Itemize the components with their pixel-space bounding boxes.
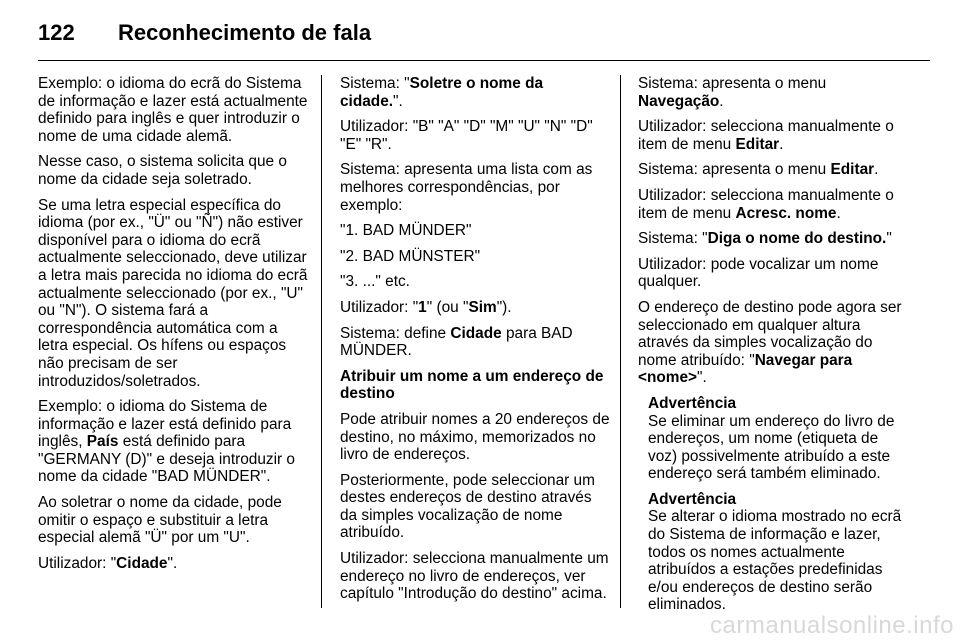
- column-2: [340, 75, 610, 611]
- note-text: Se eliminar um endereço do livro de endereços, um nome (etiqueta de voz) possivelmente atribuído a este endereço será também eliminado.: [648, 412, 895, 483]
- page-header: [38, 16, 371, 50]
- paragraph: Sistema: "Soletre o nome da cidade.".: [340, 75, 544, 110]
- paragraph: Ao soletrar o nome da cidade, pode omitir o espaço e substituir a letra especial alemã "Ü" por um "U".: [38, 494, 282, 547]
- paragraph: Utilizador: selecciona manualmente o item de menu Editar.: [638, 118, 894, 153]
- column-1: [38, 75, 308, 580]
- note-title: Advertência: [648, 394, 737, 412]
- page-title: Reconhecimento de fala: [118, 20, 372, 45]
- column-3: [638, 75, 910, 622]
- paragraph: Utilizador: pode vocalizar um nome qualquer.: [638, 255, 879, 291]
- paragraph: Sistema: "Diga o nome do destino.": [638, 230, 892, 248]
- paragraph: Utilizador: selecciona manualmente um endereço no livro de endereços, ver capítulo "Introdução do destino" acima.: [340, 550, 609, 603]
- paragraph: Utilizador: "B" "A" "D" "M" "U" "N" "D" "E" "R".: [340, 118, 593, 153]
- paragraph: "3. ..." etc.: [340, 273, 410, 291]
- section-heading: Atribuir um nome a um endereço de destino: [340, 367, 604, 403]
- paragraph: Sistema: apresenta uma lista com as melhores correspondências, por exemplo:: [340, 161, 593, 214]
- header-rule: [38, 60, 930, 61]
- note-title: Advertência: [648, 490, 737, 508]
- note-block: [648, 491, 910, 614]
- watermark: carmanualsonline.info: [710, 612, 954, 639]
- paragraph: Nesse caso, o sistema solicita que o nome da cidade seja soletrado.: [38, 153, 287, 188]
- paragraph: O endereço de destino pode agora ser seleccionado em qualquer altura através da simples vocalização do nome atribuído: "Navegar para <nome>".: [638, 298, 902, 387]
- note-text: Se alterar o idioma mostrado no ecrã do Sistema de informação e lazer, todos os nomes actualmente atribuídos a estações predefinidas e/ou endereços de destino serão eliminados.: [648, 508, 902, 614]
- paragraph: Sistema: define Cidade para BAD MÜNDER.: [340, 324, 573, 360]
- column-divider: [620, 75, 621, 608]
- paragraph: Exemplo: o idioma do ecrã do Sistema de informação e lazer está actualmente definido para inglês e quer introduzir o nome de uma cidade alemã.: [38, 75, 308, 145]
- paragraph: Utilizador: "1" (ou "Sim").: [340, 298, 512, 316]
- paragraph: Exemplo: o idioma do Sistema de informação e lazer está definido para inglês, País está definido para "GERMANY (D)" e deseja introduzir o nome da cidade "BAD MÜNDER".: [38, 398, 295, 486]
- paragraph: Posteriormente, pode seleccionar um destes endereços de destino através da simples vocalização de nome atribuído.: [340, 471, 595, 542]
- note-block: [648, 395, 910, 483]
- paragraph: Sistema: apresenta o menu Editar.: [638, 161, 879, 179]
- paragraph: Sistema: apresenta o menu Navegação.: [638, 75, 827, 110]
- paragraph: "1. BAD MÜNDER": [340, 222, 472, 240]
- paragraph: Pode atribuir nomes a 20 endereços de destino, no máximo, memorizados no livro de endereços.: [340, 410, 610, 464]
- paragraph: Utilizador: selecciona manualmente o item de menu Acresc. nome.: [638, 186, 894, 222]
- paragraph: "2. BAD MÜNSTER": [340, 247, 481, 265]
- column-divider: [321, 75, 322, 608]
- warning-note: [648, 395, 910, 614]
- page-number: 122: [38, 20, 75, 45]
- paragraph: Se uma letra especial específica do idioma (por ex., "Ü" ou "Ñ") não estiver disponível para o idioma do ecrã actualmente seleccionado, deve utilizar a letra mais parecida no idioma do ecrã actualmente seleccionado (por ex., "U" ou "N"). O sistema fará a correspondência automática com a letra especial. Os hífens ou espaços não precisam de ser introduzidos/soletrados.: [38, 196, 308, 390]
- paragraph: Utilizador: "Cidade".: [38, 554, 178, 572]
